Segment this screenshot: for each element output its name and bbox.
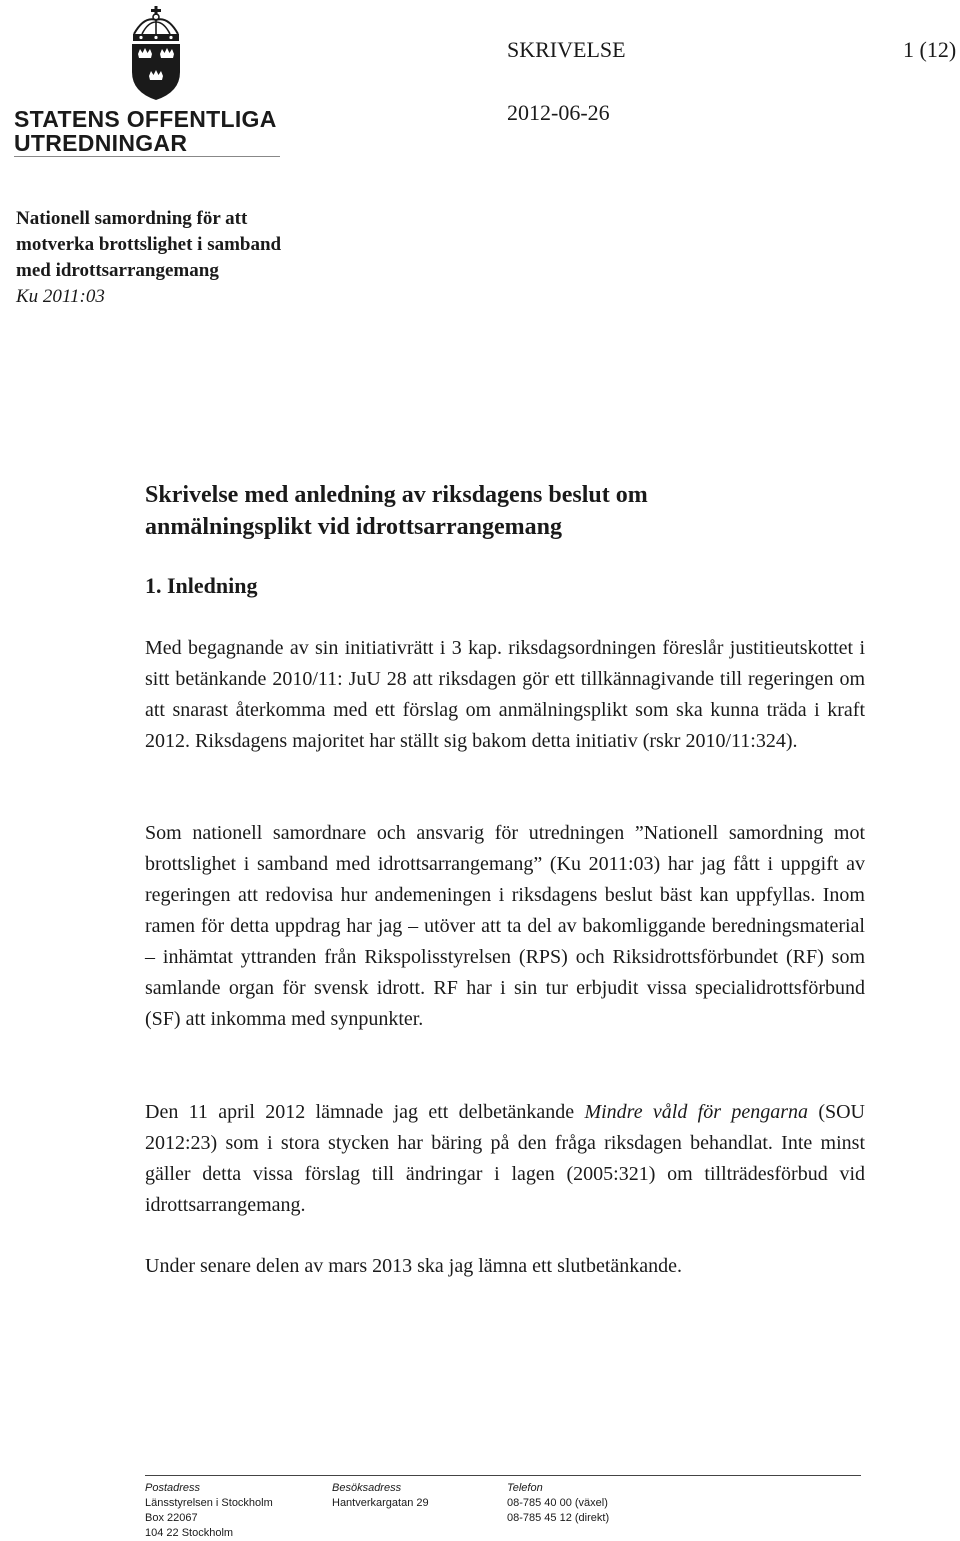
phone-direct: 08-785 45 12 (direkt) (507, 1512, 610, 1524)
paragraph-1: Med begagnande av sin initiativrätt i 3 kap. riksdagsordningen föreslår justitieutskottet i sitt betänkande 2010/11: JuU 28 att riksdagen gör ett tillkännagivande till regeringen om att snarast återkomma med ett förslag om anmälningsplikt som ska kunna träda i kraft 2012. Riksdagens majoritet har ställt sig bakom detta initiativ (rskr 2010/11:324). (145, 637, 865, 752)
paragraph-3-start: Den 11 april 2012 lämnade jag ett delbetänkande (145, 1101, 585, 1123)
paragraph-4: Under senare delen av mars 2013 ska jag lämna ett slutbetänkande. (145, 1255, 683, 1277)
visiting-line-1: Hantverkargatan 29 (332, 1497, 429, 1509)
phone-label: Telefon (507, 1482, 543, 1494)
phone-switchboard: 08-785 40 00 (växel) (507, 1497, 608, 1509)
logo-text-line1: STATENS OFFENTLIGA (14, 106, 277, 132)
sender-line-3: med idrottsarrangemang (16, 260, 219, 281)
logo-divider (14, 156, 280, 157)
postal-label: Postadress (145, 1482, 201, 1494)
postal-line-2: Box 22067 (145, 1512, 198, 1524)
visiting-label: Besöksadress (332, 1482, 402, 1494)
paragraph-3 (145, 1097, 865, 1221)
footer-phone (507, 1481, 609, 1526)
document-type: SKRIVELSE (507, 37, 626, 62)
document-title (145, 479, 785, 543)
sou-logo (14, 4, 280, 156)
paragraph-3-end: (SOU 2012:23) som i stora stycken har bäring på den fråga riksdagen behandlat. Inte minst gäller detta vissa förslag till ändringar i lagen (2005:321) om tillträdesförbud vid idrottsarrangemang. (145, 1101, 865, 1216)
title-line-1: Skrivelse med anledning av riksdagens beslut om (145, 482, 648, 508)
report-title-italic: Mindre våld för pengarna (584, 1101, 808, 1123)
sender-block (16, 206, 356, 310)
postal-line-1: Länsstyrelsen i Stockholm (145, 1497, 273, 1509)
title-line-2: anmälningsplikt vid idrottsarrangemang (145, 514, 562, 540)
footer-postal-address (145, 1481, 273, 1541)
postal-line-3: 104 22 Stockholm (145, 1527, 234, 1539)
logo-text-line2: UTREDNINGAR (14, 130, 188, 156)
footer-divider (145, 1475, 861, 1476)
coat-of-arms-icon (124, 4, 188, 104)
sender-line-1: Nationell samordning för att (16, 208, 248, 229)
footer-visiting-address (332, 1481, 429, 1511)
sender-reference: Ku 2011:03 (16, 286, 105, 307)
section-heading: 1. Inledning (145, 573, 258, 598)
page-number: 1 (12) (903, 37, 957, 62)
paragraph-2: Som nationell samordnare och ansvarig för utredningen ”Nationell samordning mot brottslighet i samband med idrottsarrangemang” (Ku 2011:03) har jag fått i uppgift av regeringen att redovisa hur andemeningen i riksdagens beslut bäst kan uppfyllas. Inom ramen för detta uppdrag har jag – utöver att ta del av bakomliggande beredningsmaterial – inhämtat yttranden från Rikspolisstyrelsen (RPS) och Riksidrottsförbundet (RF) som samlande organ för svensk idrott. RF har i sin tur erbjudit vissa specialidrottsförbund (SF) att inkomma med synpunkter. (145, 822, 865, 1030)
sender-line-2: motverka brottslighet i samband (16, 234, 282, 255)
document-date: 2012-06-26 (507, 100, 610, 125)
